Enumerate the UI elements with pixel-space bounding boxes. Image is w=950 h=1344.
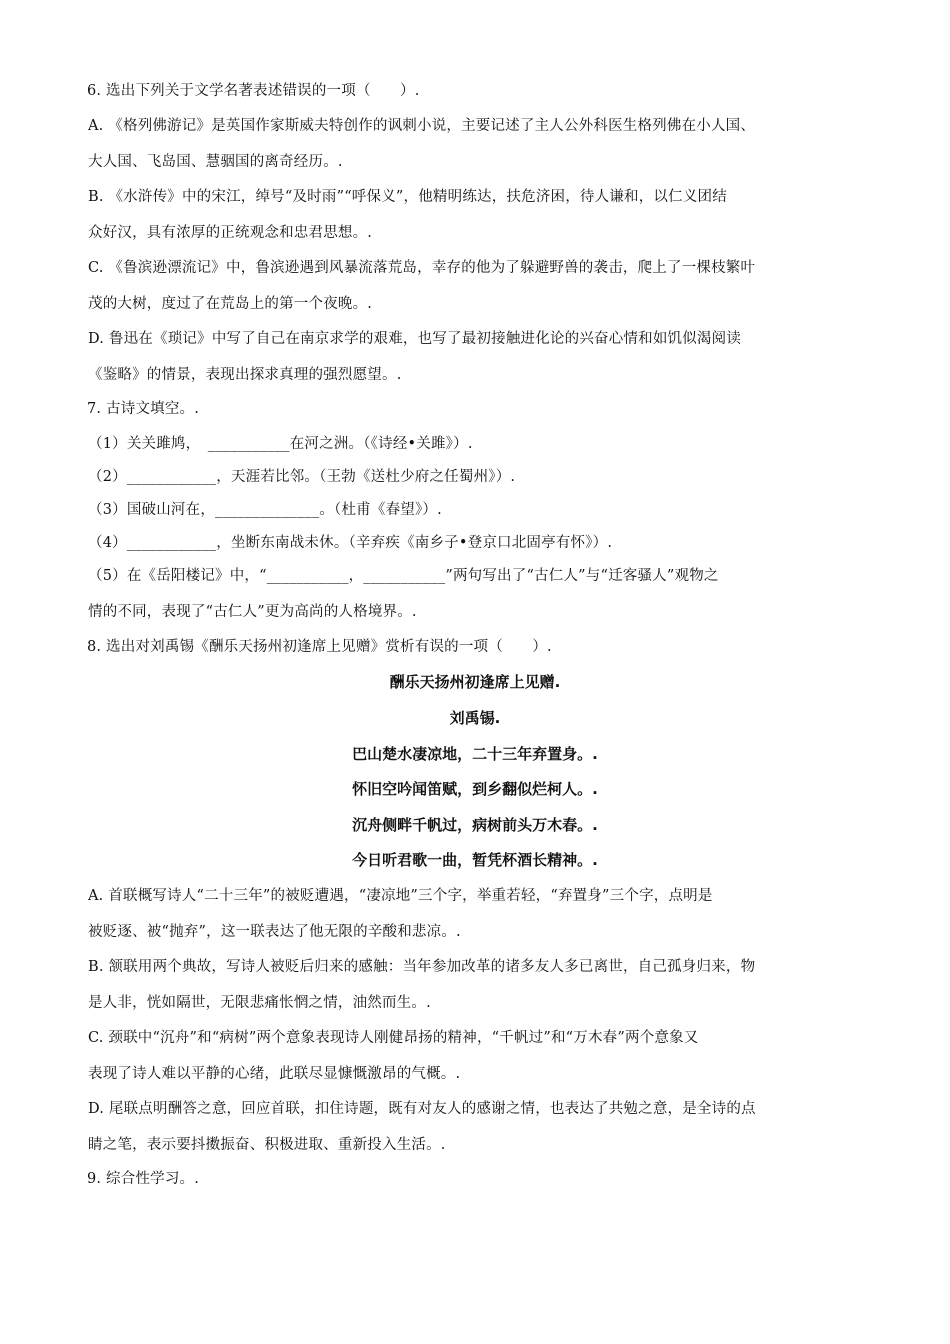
q6-option-c: C. 《鲁滨逊漂流记》中，鲁滨逊遇到风暴流落荒岛，幸存的他为了躲避野兽的袭击，爬上了一棵枝繁叶 xyxy=(88,260,756,276)
poem-line-3: 沉舟侧畔千帆过，病树前头万木春。. xyxy=(352,816,598,834)
q9-stem: 9. 综合性学习。. xyxy=(87,1171,200,1187)
q6-option-b: B. 《水浒传》中的宋江，绰号“及时雨”“呼保义”，他精明练达，扶危济困，待人谦和，以仁义团结 xyxy=(88,189,727,205)
q7-item-3: （3）国破山河在，______________。（杜甫《春望》）. xyxy=(88,502,442,518)
poem-author: 刘禹锡. xyxy=(449,709,501,727)
q8-option-c-cont: 表现了诗人难以平静的心绪，此联尽显慷慨激昂的气概。. xyxy=(88,1066,461,1082)
q6-option-d-cont: 《鉴略》的情景，表现出探求真理的强烈愿望。. xyxy=(88,367,402,383)
q8-option-c: C. 颈联中“沉舟”和“病树”两个意象表现诗人刚健昂扬的精神，“千帆过”和“万木春”两个意象又 xyxy=(88,1030,699,1046)
q8-option-d: D. 尾联点明酬答之意，回应首联，扣住诗题，既有对友人的感谢之情，也表达了共勉之意，是全诗的点 xyxy=(88,1101,756,1117)
q8-option-a-cont: 被贬逐、被“抛弃”，这一联表达了他无限的辛酸和悲凉。. xyxy=(88,924,461,940)
poem-title: 酬乐天扬州初逢席上见赠. xyxy=(389,673,561,691)
q8-option-a: A. 首联概写诗人“二十三年”的被贬遭遇，“凄凉地”三个字，举重若轻，“弃置身”三个字，点明是 xyxy=(88,888,713,904)
q7-item-4: （4）____________，坐断东南战未休。（辛弃疾《南乡子•登京口北固亭有怀》）. xyxy=(88,535,613,551)
q7-item-2: （2）____________，天涯若比邻。（王勃《送杜少府之任蜀州》）. xyxy=(88,469,516,485)
q8-option-d-cont: 睛之笔，表示要抖擞振奋、积极进取、重新投入生活。. xyxy=(88,1137,446,1153)
q7-item-5: （5）在《岳阳楼记》中，“___________，___________”两句写出了“古仁人”与“迁客骚人”观物之 xyxy=(88,568,719,584)
q7-item-5-cont: 情的不同，表现了“古仁人”更为高尚的人格境界。. xyxy=(88,604,417,620)
poem-line-4: 今日听君歌一曲，暂凭杯酒长精神。. xyxy=(352,851,598,869)
q8-option-b: B. 颔联用两个典故，写诗人被贬后归来的感触：当年参加改革的诸多友人多已离世，自己孤身归来，物 xyxy=(88,959,756,975)
q8-stem: 8. 选出对刘禹锡《酬乐天扬州初逢席上见赠》赏析有误的一项（ ）. xyxy=(87,639,552,655)
q6-option-a-cont: 大人国、飞岛国、慧骃国的离奇经历。. xyxy=(88,154,343,170)
q6-option-b-cont: 众好汉，具有浓厚的正统观念和忠君思想。. xyxy=(88,225,373,241)
q6-option-a: A. 《格列佛游记》是英国作家斯威夫特创作的讽刺小说，主要记述了主人公外科医生格列佛在小人国、 xyxy=(88,118,756,134)
q6-option-c-cont: 茂的大树，度过了在荒岛上的第一个夜晚。. xyxy=(88,296,373,312)
q7-item-1: （1）关关雎鸠， ___________在河之洲。（《诗经•关雎》）. xyxy=(88,436,473,452)
q7-stem: 7. 古诗文填空。. xyxy=(87,401,200,417)
q6-stem: 6. 选出下列关于文学名著表述错误的一项（ ）. xyxy=(87,83,420,99)
q6-option-d: D. 鲁迅在《琐记》中写了自己在南京求学的艰难，也写了最初接触进化论的兴奋心情和如饥似渴阅读 xyxy=(88,331,742,347)
poem-line-1: 巴山楚水凄凉地，二十三年弃置身。. xyxy=(352,745,598,763)
poem-line-2: 怀旧空吟闻笛赋，到乡翻似烂柯人。. xyxy=(352,780,598,798)
q8-option-b-cont: 是人非，恍如隔世，无限悲痛怅惘之情，油然而生。. xyxy=(88,995,431,1011)
